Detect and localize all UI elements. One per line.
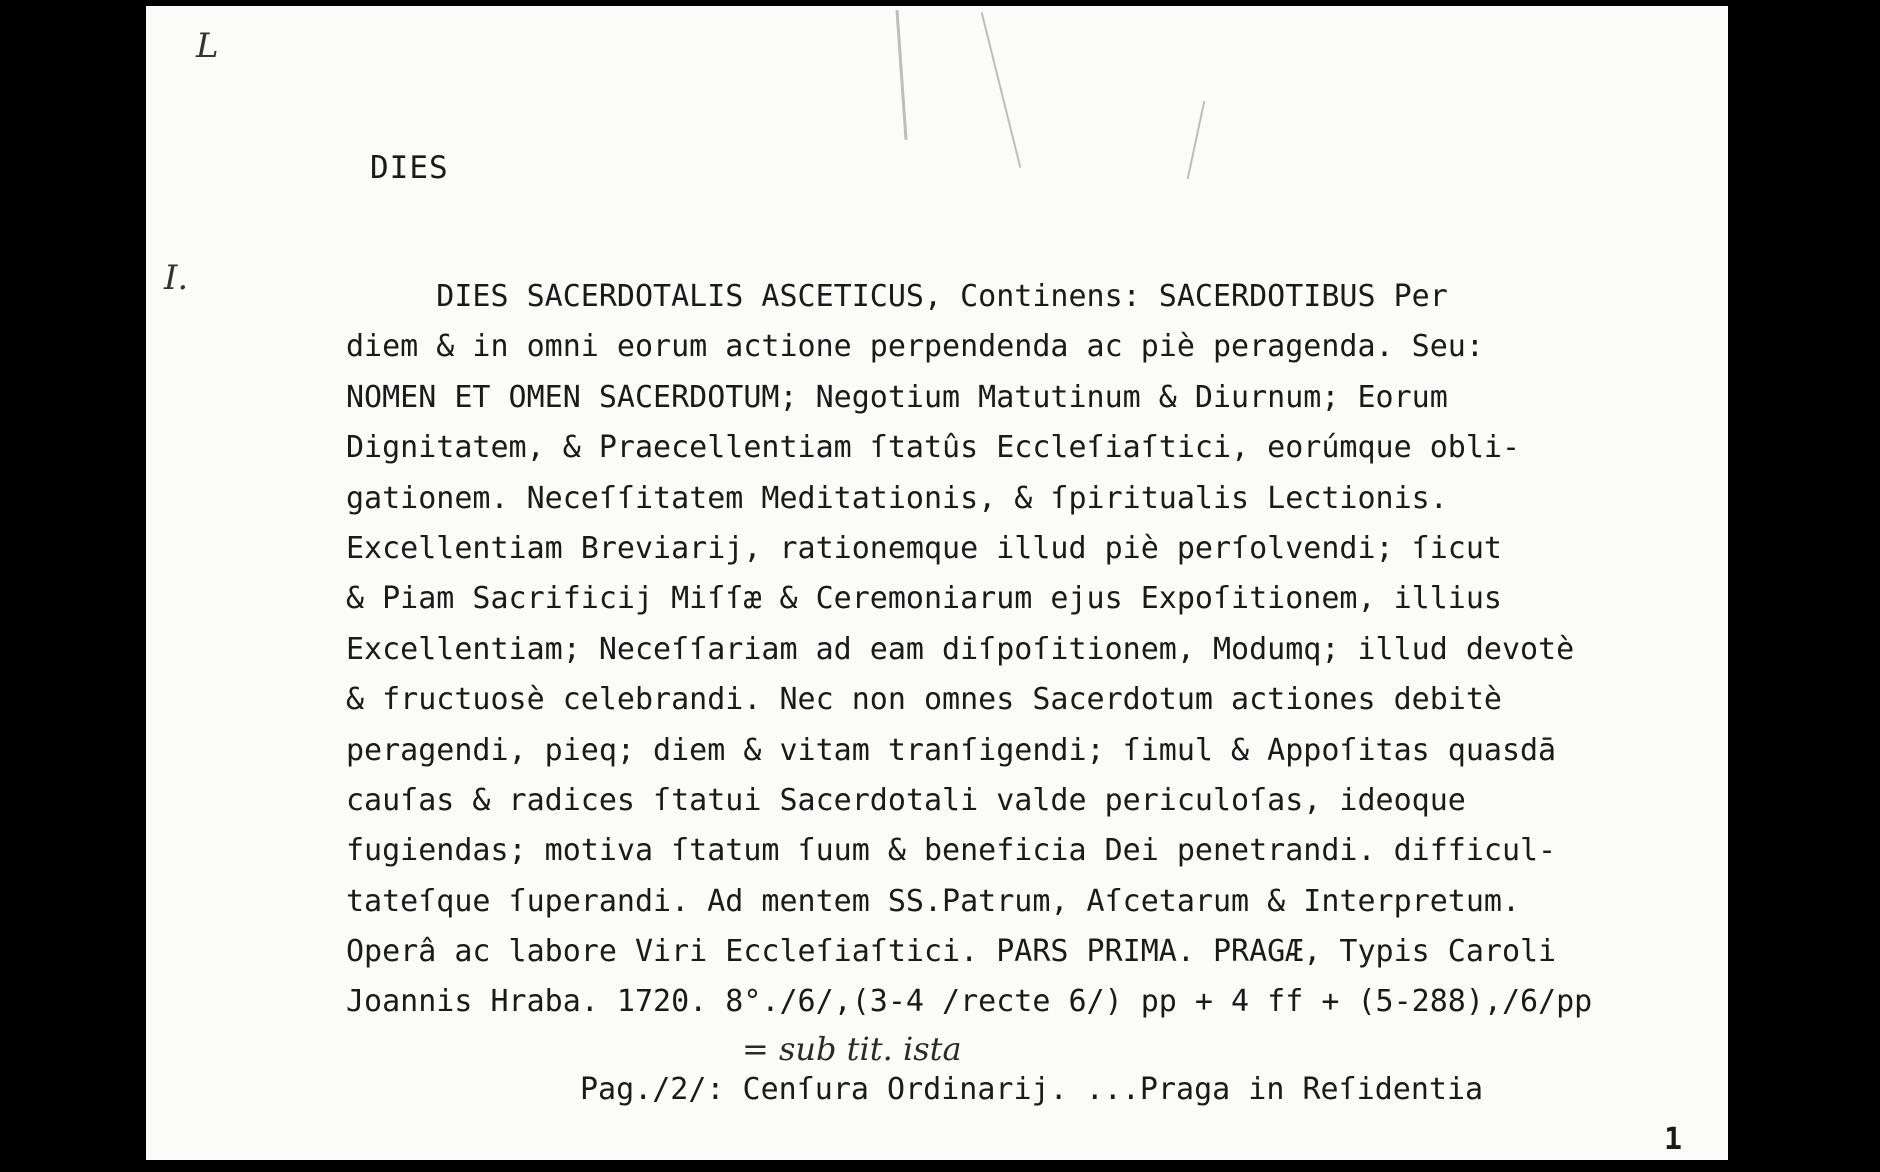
card-heading: DIES: [370, 150, 449, 186]
entry-line: Joannis Hraba. 1720. 8°./6/,(3-4 /recte 6/) pp + 4 ff + (5-288),/6/pp: [346, 984, 1593, 1020]
entry-line: & fructuosè celebrandi. Nec non omnes Sacerdotum actiones debitè: [346, 682, 1502, 718]
entry-line: gationem. Neceſſitatem Meditationis, & ſpiritualis Lectionis.: [346, 480, 1448, 516]
margin-mark: I.: [164, 258, 189, 298]
entry-line: tateſque ſuperandi. Ad mentem SS.Patrum, Aſcetarum & Interpretum.: [346, 883, 1520, 919]
corner-mark: L: [196, 26, 219, 66]
entry-line: & Piam Sacrificij Miſſæ & Ceremoniarum ejus Expoſitionem, illius: [346, 581, 1502, 617]
entry-line: Dignitatem, & Praecellentiam ſtatûs Eccleſiaſtici, eorúmque obli-: [346, 430, 1520, 466]
entry-line: cauſas & radices ſtatui Sacerdotali valde periculoſas, ideoque: [346, 782, 1466, 818]
entry-line: Operâ ac labore Viri Eccleſiaſtici. PARS PRIMA. PRAGÆ, Typis Caroli: [346, 934, 1557, 970]
entry-line: fugiendas; motiva ſtatum ſuum & beneficia Dei penetrandi. difficul-: [346, 833, 1557, 869]
entry-line: diem & in omni eorum actione perpendenda ac piè peragenda. Seu:: [346, 329, 1484, 365]
entry-line: DIES SACERDOTALIS ASCETICUS, Continens: SACERDOTIBUS Per: [346, 279, 1448, 314]
entry-line: NOMEN ET OMEN SACERDOTUM; Negotium Matutinum & Diurnum; Eorum: [346, 379, 1448, 415]
bibliographic-entry: [346, 272, 1721, 1028]
entry-line: Excellentiam Breviarij, rationemque illud piè perſolvendi; ſicut: [346, 530, 1502, 566]
footer-line: Pag./2/: Cenſura Ordinarij. ...Praga in Reſidentia: [580, 1072, 1484, 1107]
handwritten-note: = sub tit. ista: [742, 1030, 962, 1068]
entry-line: Excellentiam; Neceſſariam ad eam diſpoſitionem, Modumq; illud devotè: [346, 631, 1575, 667]
page-number: 1: [1664, 1122, 1683, 1157]
entry-line: peragendi, pieq; diem & vitam tranſigendi; ſimul & Appoſitas quasdā: [346, 732, 1557, 768]
